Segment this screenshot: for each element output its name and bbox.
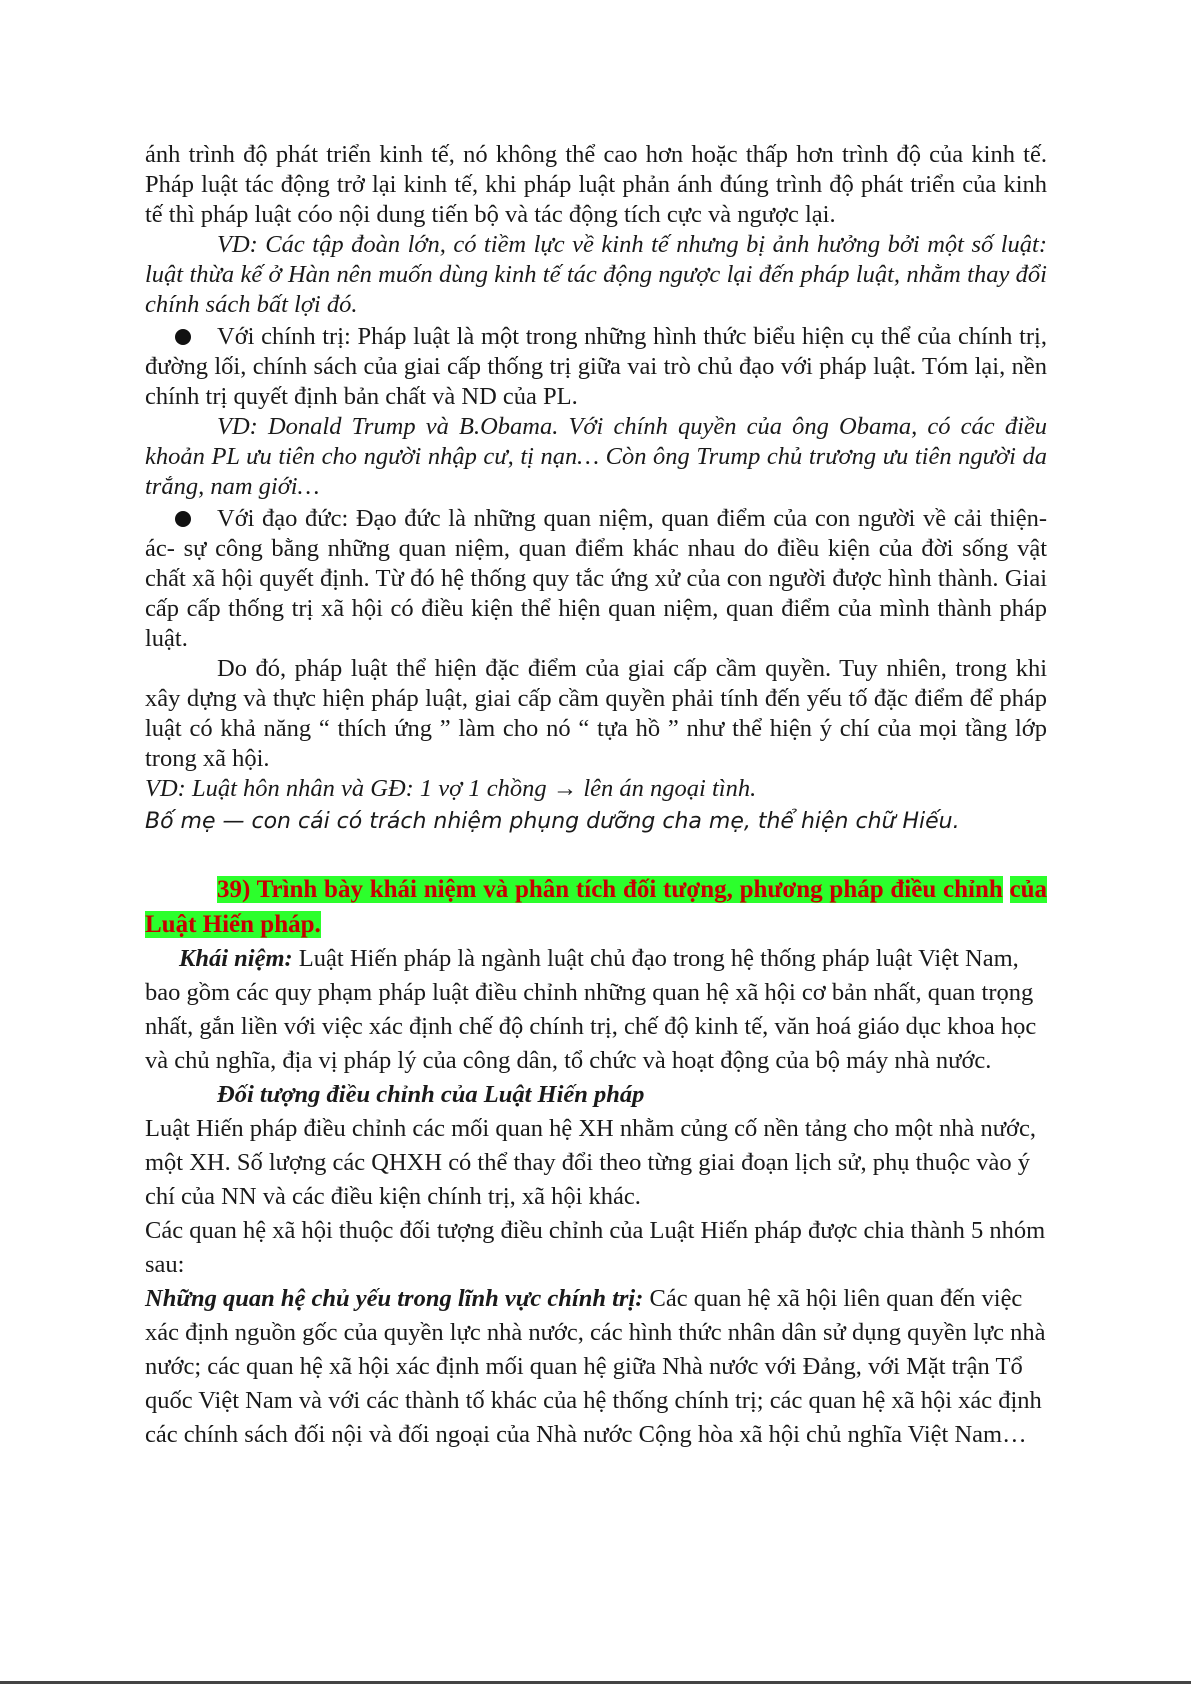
groups-paragraph: Các quan hệ xã hội thuộc đối tượng điều chỉnh của Luật Hiến pháp được chia thành 5 nhóm sau: (145, 1217, 1046, 1278)
bullet-politics (145, 322, 1047, 412)
subject-subheading: Đối tượng điều chỉnh của Luật Hiến pháp (217, 1081, 645, 1108)
paragraph-economy: ánh trình độ phát triển kinh tế, nó không thể cao hơn hoặc thấp hơn trình độ của kinh tế. Pháp luật tác động trở lại kinh tế, khi pháp luật phản ánh đúng trình độ phát triển của kinh tế thì pháp luật cóo nội dung tiến bộ và tác động tích cực và ngược lại. (145, 141, 1047, 228)
answer-body (145, 942, 1047, 1452)
subject-paragraph: Luật Hiến pháp điều chỉnh các mối quan hệ XH nhằm củng cố nền tảng cho một nhà nước, một XH. Số lượng các QHXH có thể thay đổi theo từng giai đoạn lịch sử, phụ thuộc vào ý chí của NN và các điều kiện chính trị, xã hội khác. (145, 1115, 1036, 1210)
paragraph-conclusion: Do đó, pháp luật thể hiện đặc điểm của giai cấp cầm quyền. Tuy nhiên, trong khi xây dựng và thực hiện pháp luật, giai cấp cầm quyền phải tính đến yếu tố đặc điểm để pháp luật có khả năng “ thích ứng ” làm cho nó “ tựa hồ ” như thể hiện ý chí của mọi tầng lớp trong xã hội. (145, 655, 1047, 772)
example-marriage: VD: Luật hôn nhân và GĐ: 1 vợ 1 chồng → lên án ngoại tình. (145, 775, 757, 802)
bullet-ethics-text: Với đạo đức: Đạo đức là những quan niệm, quan điểm của con người về cải thiện- ác- sự công bằng những quan niệm, quan điểm khác nhau do điều kiện của đời sống vật chất xã hội quyết định. Từ đó hệ thống quy tắc ứng xử của con người được hình thành. Giai cấp cấp thống trị xã hội có điều kiện thể hiện quan niệm, quan điểm của mình thành pháp luật. (145, 505, 1047, 652)
document-page (145, 140, 1047, 1452)
political-relations-paragraph (145, 1282, 1047, 1452)
political-relations-text: Các quan hệ xã hội liên quan đến việc xác định nguồn gốc của quyền lực nhà nước, các hình thức nhân dân sử dụng quyền lực nhà nước; các quan hệ xã hội xác định mối quan hệ giữa Nhà nước với Đảng, với Mặt trận Tổ quốc Việt Nam và với các thành tố khác của hệ thống chính trị; các quan hệ xã hội xác định các chính sách đối nội và đối ngoại của Nhà nước Cộng hòa xã hội chủ nghĩa Việt Nam… (145, 1285, 1046, 1448)
bullet-dot-icon (175, 329, 191, 345)
example-economy: VD: Các tập đoàn lớn, có tiềm lực về kinh tế nhưng bị ảnh hưởng bởi một số luật: luật thừa kế ở Hàn nên muốn dùng kinh tế tác động ngược lại đến pháp luật, nhằm thay đổi chính sách bất lợi đó. (145, 231, 1047, 318)
concept-label: Khái niệm: (179, 945, 293, 972)
bullet-dot-icon (175, 511, 191, 527)
question-heading (145, 872, 1047, 942)
political-relations-label: Những quan hệ chủ yếu trong lĩnh vực chính trị: (145, 1285, 644, 1312)
concept-paragraph (145, 942, 1047, 1078)
page-bottom-rule (0, 1681, 1191, 1684)
concept-text: Luật Hiến pháp là ngành luật chủ đạo trong hệ thống pháp luật Việt Nam, bao gồm các quy phạm pháp luật điều chỉnh những quan hệ xã hội cơ bản nhất, quan trọng nhất, gắn liền với việc xác định chế độ chính trị, chế độ kinh tế, văn hoá giáo dục khoa học và chủ nghĩa, địa vị pháp lý của công dân, tổ chức và hoạt động của bộ máy nhà nước. (145, 945, 1037, 1074)
heading-line-1: 39) Trình bày khái niệm và phân tích đối tượng, phương pháp điều chỉnh (217, 876, 1003, 903)
bullet-politics-text: Với chính trị: Pháp luật là một trong những hình thức biểu hiện cụ thể của chính trị, đường lối, chính sách của giai cấp thống trị giữa vai trò chủ đạo với pháp luật. Tóm lại, nền chính trị quyết định bản chất và ND của PL. (145, 323, 1047, 410)
heading-line-2: của Luật Hiến pháp. (145, 876, 1047, 938)
example-filial: Bố mẹ — con cái có trách nhiệm phụng dưỡng cha mẹ, thể hiện chữ Hiếu. (145, 809, 960, 834)
example-politics: VD: Donald Trump và B.Obama. Với chính quyền của ông Obama, có các điều khoản PL ưu tiên cho người nhập cư, tị nạn… Còn ông Trump chủ trương ưu tiên người da trắng, nam giới… (145, 413, 1047, 500)
bullet-ethics (145, 504, 1047, 654)
